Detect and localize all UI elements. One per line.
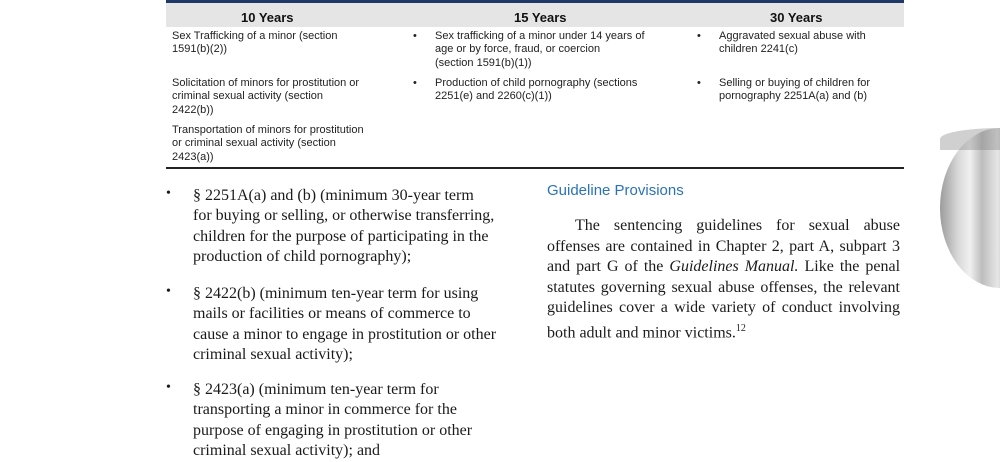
cell-10-1: Sex Trafficking of a minor (section 1591(b)(2))	[172, 30, 338, 56]
cell-10-2: Solicitation of minors for prostitution or criminal sexual activity (section 2422(b))	[172, 77, 360, 116]
bullet-dot: •	[413, 77, 417, 89]
bullet-dot: •	[166, 186, 171, 201]
cell-30-1: Aggravated sexual abuse with children 2241(c)	[719, 30, 866, 56]
cell-10-3: Transportation of minors for prostitution or criminal sexual activity (section 2423(a))	[172, 124, 364, 163]
bullet-dot: •	[697, 30, 701, 42]
column-pillar-image	[940, 128, 1000, 288]
footnote-ref[interactable]: 12	[735, 322, 746, 334]
header-30-years: 30 Years	[770, 10, 823, 25]
bullet-dot: •	[166, 284, 171, 299]
header-15-years: 15 Years	[514, 10, 567, 25]
bullet-dot: •	[166, 380, 171, 395]
bullet-item-2422b: § 2422(b) (minimum ten-year term for using mails or facilities or means of commerce to cause a minor to engage in prostitution or other criminal sexual activity);	[193, 285, 497, 364]
bullet-dot: •	[413, 30, 417, 42]
table-bottom-rule	[166, 167, 904, 169]
cell-15-2: Production of child pornography (sections 2251(e) and 2260(c)(1))	[435, 77, 638, 103]
header-10-years: 10 Years	[241, 10, 294, 25]
guideline-paragraph: The sentencing guidelines for sexual abuse offenses are contained in Chapter 2, part A, subpart 3 and part G of the Guidelines Manual. Like the penal statutes governing sexual abuse offenses, the relevant guidelines cover a wide variety of conduct involving both adult and minor victims.$^{12}$	[547, 217, 901, 341]
cell-30-2: Selling or buying of children for pornography 2251A(a) and (b)	[719, 77, 871, 103]
bullet-dot: •	[697, 77, 701, 89]
cell-15-1: Sex trafficking of a minor under 14 years of age or by force, fraud, or coercion (section 1591(b)(1))	[435, 30, 645, 69]
bullet-item-2251a: § 2251A(a) and (b) (minimum 30-year term for buying or selling, or otherwise transferring, children for the purpose of participating in the production of child pornography);	[193, 187, 495, 266]
table-header	[166, 3, 904, 27]
section-heading: Guideline Provisions	[547, 182, 684, 199]
bullet-item-2423a: § 2423(a) (minimum ten-year term for transporting a minor in commerce for the purpose of engaging in prostitution or other criminal sexual activity); and	[193, 381, 473, 460]
